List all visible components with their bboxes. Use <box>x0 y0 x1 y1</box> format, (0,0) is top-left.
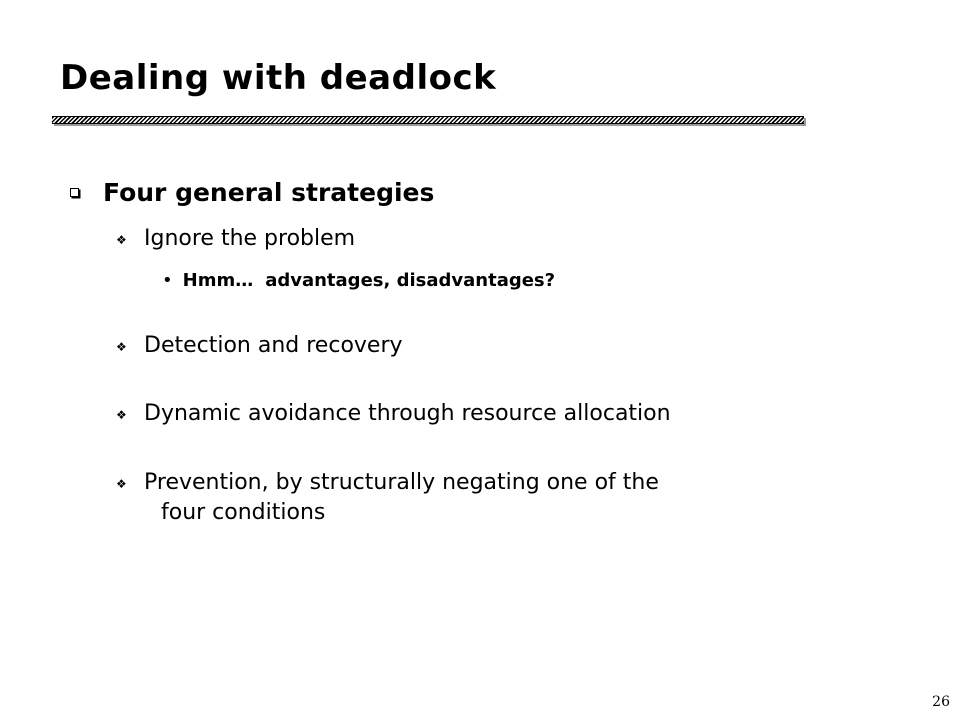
list-item-text: Ignore the problem <box>144 226 356 251</box>
sub-list-item <box>162 270 555 291</box>
heading-text: Four general strategies <box>103 178 435 207</box>
sub-item-text: advantages, disadvantages? <box>265 270 556 291</box>
square-bullet-icon <box>70 188 79 197</box>
diamond-bullet-icon: ❖ <box>116 477 127 491</box>
list-item <box>116 399 671 429</box>
diamond-bullet-icon: ❖ <box>116 340 127 354</box>
diamond-bullet-icon: ❖ <box>116 233 127 247</box>
list-item-text: Detection and recovery <box>144 333 403 358</box>
diamond-bullet-icon: ❖ <box>116 408 127 422</box>
sub-item-lead: Hmm… <box>182 270 254 291</box>
list-item-continuation: four conditions <box>161 500 326 525</box>
page-number: 26 <box>932 694 950 710</box>
title-divider <box>52 116 804 124</box>
dot-bullet-icon: • <box>162 270 173 291</box>
list-item <box>116 331 403 361</box>
list-item-text: Dynamic avoidance through resource allocation <box>144 401 671 426</box>
list-item <box>116 468 659 528</box>
slide-title: Dealing with deadlock <box>60 58 497 98</box>
list-item <box>116 224 355 254</box>
heading-row <box>70 178 434 207</box>
list-item-text: Prevention, by structurally negating one of the <box>144 470 659 495</box>
